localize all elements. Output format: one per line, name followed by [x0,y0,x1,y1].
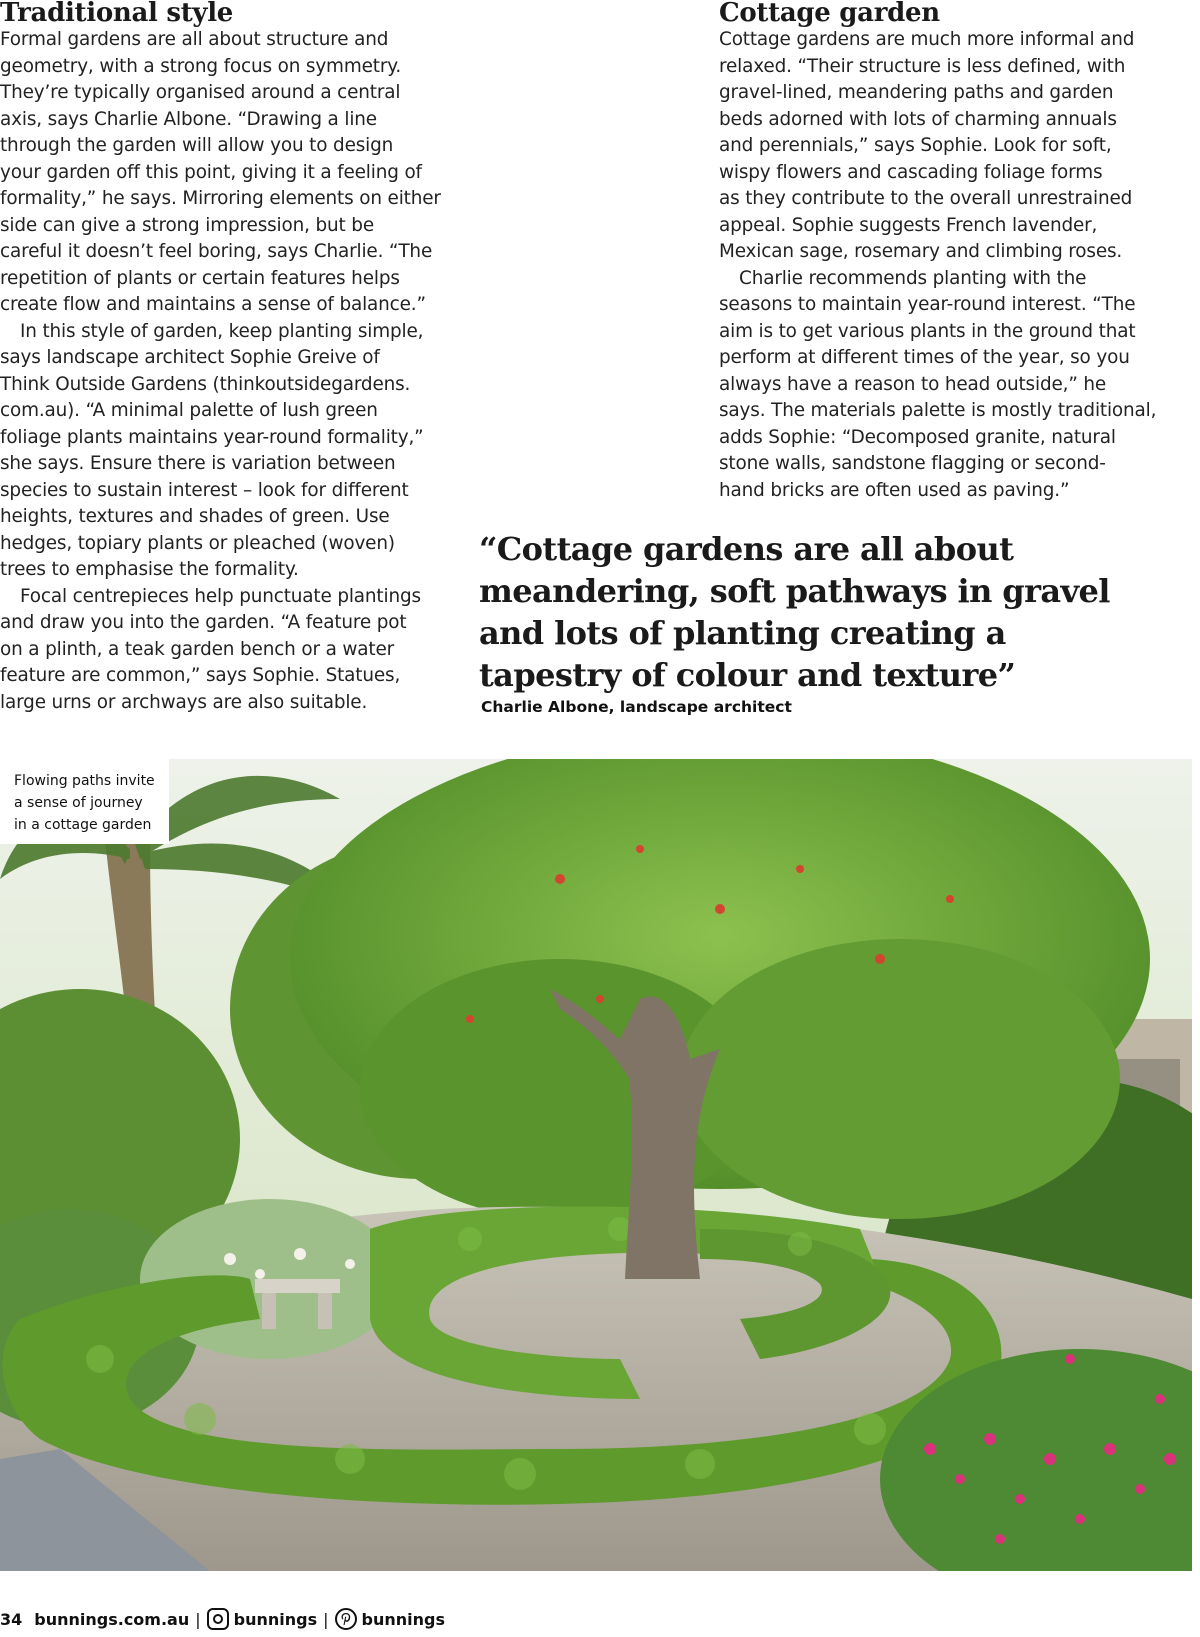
instagram-icon[interactable] [207,1608,229,1630]
body-paragraph [0,319,445,584]
page-number: 34 [0,1609,23,1629]
text-line: Formal gardens are all about structure and [0,29,389,50]
photo-caption [0,759,169,844]
text-line: axis, says Charlie Albone. “Drawing a line [0,108,377,130]
text-line: hand bricks are often used as paving.” [719,479,1070,501]
garden-photo [0,759,1192,1571]
text-line: she says. Ensure there is variation between [0,453,396,474]
section-heading-traditional: Traditional style [0,0,234,28]
right-column [719,0,1189,504]
text-line: careful it doesn’t feel boring, says Charlie. “The [0,241,433,262]
text-line: large urns or archways are also suitable. [0,691,368,713]
body-paragraph [0,27,445,319]
text-line: as they contribute to the overall unrestrained [719,188,1133,209]
instagram-handle[interactable]: bunnings [233,1609,318,1629]
traditional-body [0,27,445,716]
text-line: create flow and maintains a sense of balance.” [0,294,426,315]
body-paragraph [0,584,445,717]
text-line: Focal centrepieces help punctuate plantings [20,585,421,607]
footer-separator: | [195,1609,201,1629]
text-line: relaxed. “Their structure is less defined, with [719,55,1126,77]
cottage-body [719,27,1189,504]
body-paragraph [719,266,1189,505]
quote-line: and lots of planting creating a [479,614,1006,652]
footer-separator: | [323,1609,329,1629]
pinterest-glyph [340,1612,352,1626]
text-line: wispy flowers and cascading foliage forms [719,161,1103,183]
text-line: perform at different times of the year, so you [719,347,1130,368]
body-paragraph [719,27,1189,266]
text-line: appeal. Sophie suggests French lavender, [719,214,1098,236]
text-line: adds Sophie: “Decomposed granite, natural [719,426,1116,448]
text-line: foliage plants maintains year-round formality,” [0,426,424,448]
text-line: heights, textures and shades of green. Use [0,506,390,527]
text-line: hedges, topiary plants or pleached (woven) [0,532,395,554]
text-line: com.au). “A minimal palette of lush green [0,400,378,421]
text-line: on a plinth, a teak garden bench or a water [0,638,395,660]
text-line: and perennials,” says Sophie. Look for soft, [719,135,1112,156]
website-link[interactable]: bunnings.com.au [34,1609,190,1629]
text-line: feature are common,” says Sophie. Statues, [0,665,401,686]
text-line: side can give a strong impression, but be [0,214,374,236]
section-heading-cottage: Cottage garden [719,0,940,28]
left-column [0,0,445,716]
caption-line: in a cottage garden [14,817,152,833]
text-line: always have a reason to head outside,” he [719,373,1107,395]
caption-line: a sense of journey [14,795,143,811]
caption-line: Flowing paths invite [14,773,155,789]
page-footer [0,1606,445,1632]
pinterest-handle[interactable]: bunnings [361,1609,445,1629]
pull-quote [479,528,1179,696]
text-line: species to sustain interest – look for different [0,479,409,501]
text-line: says. The materials palette is mostly traditional, [719,400,1157,421]
text-line: through the garden will allow you to design [0,135,394,156]
text-line: beds adorned with lots of charming annuals [719,108,1117,130]
text-line: gravel-lined, meandering paths and garden [719,82,1114,103]
text-line: repetition of plants or certain features helps [0,267,400,289]
text-line: Cottage gardens are much more informal and [719,29,1135,50]
text-line: trees to emphasise the formality. [0,559,299,580]
text-line: formality,” he says. Mirroring elements on either [0,188,441,209]
text-line: and draw you into the garden. “A feature pot [0,612,407,633]
pinterest-icon[interactable] [335,1608,357,1630]
quote-line: tapestry of colour and texture” [479,656,1016,694]
text-line: stone walls, sandstone flagging or second- [719,453,1106,474]
text-line: says landscape architect Sophie Greive of [0,347,380,368]
text-line: Think Outside Gardens (thinkoutsidegardens. [0,373,411,395]
text-line: Mexican sage, rosemary and climbing roses. [719,241,1123,262]
garden-illustration [0,759,1192,1571]
text-line: They’re typically organised around a central [0,82,401,103]
text-line: geometry, with a strong focus on symmetry. [0,55,402,77]
quote-line: “Cottage gardens are all about [479,530,1014,568]
text-line: In this style of garden, keep planting simple, [20,320,424,342]
text-line: Charlie recommends planting with the [739,267,1087,289]
text-line: seasons to maintain year-round interest. “The [719,294,1136,315]
text-line: aim is to get various plants in the ground that [719,320,1136,342]
text-line: your garden off this point, giving it a feeling of [0,161,422,183]
quote-attribution: Charlie Albone, landscape architect [481,698,792,716]
quote-line: meandering, soft pathways in gravel [479,572,1110,610]
